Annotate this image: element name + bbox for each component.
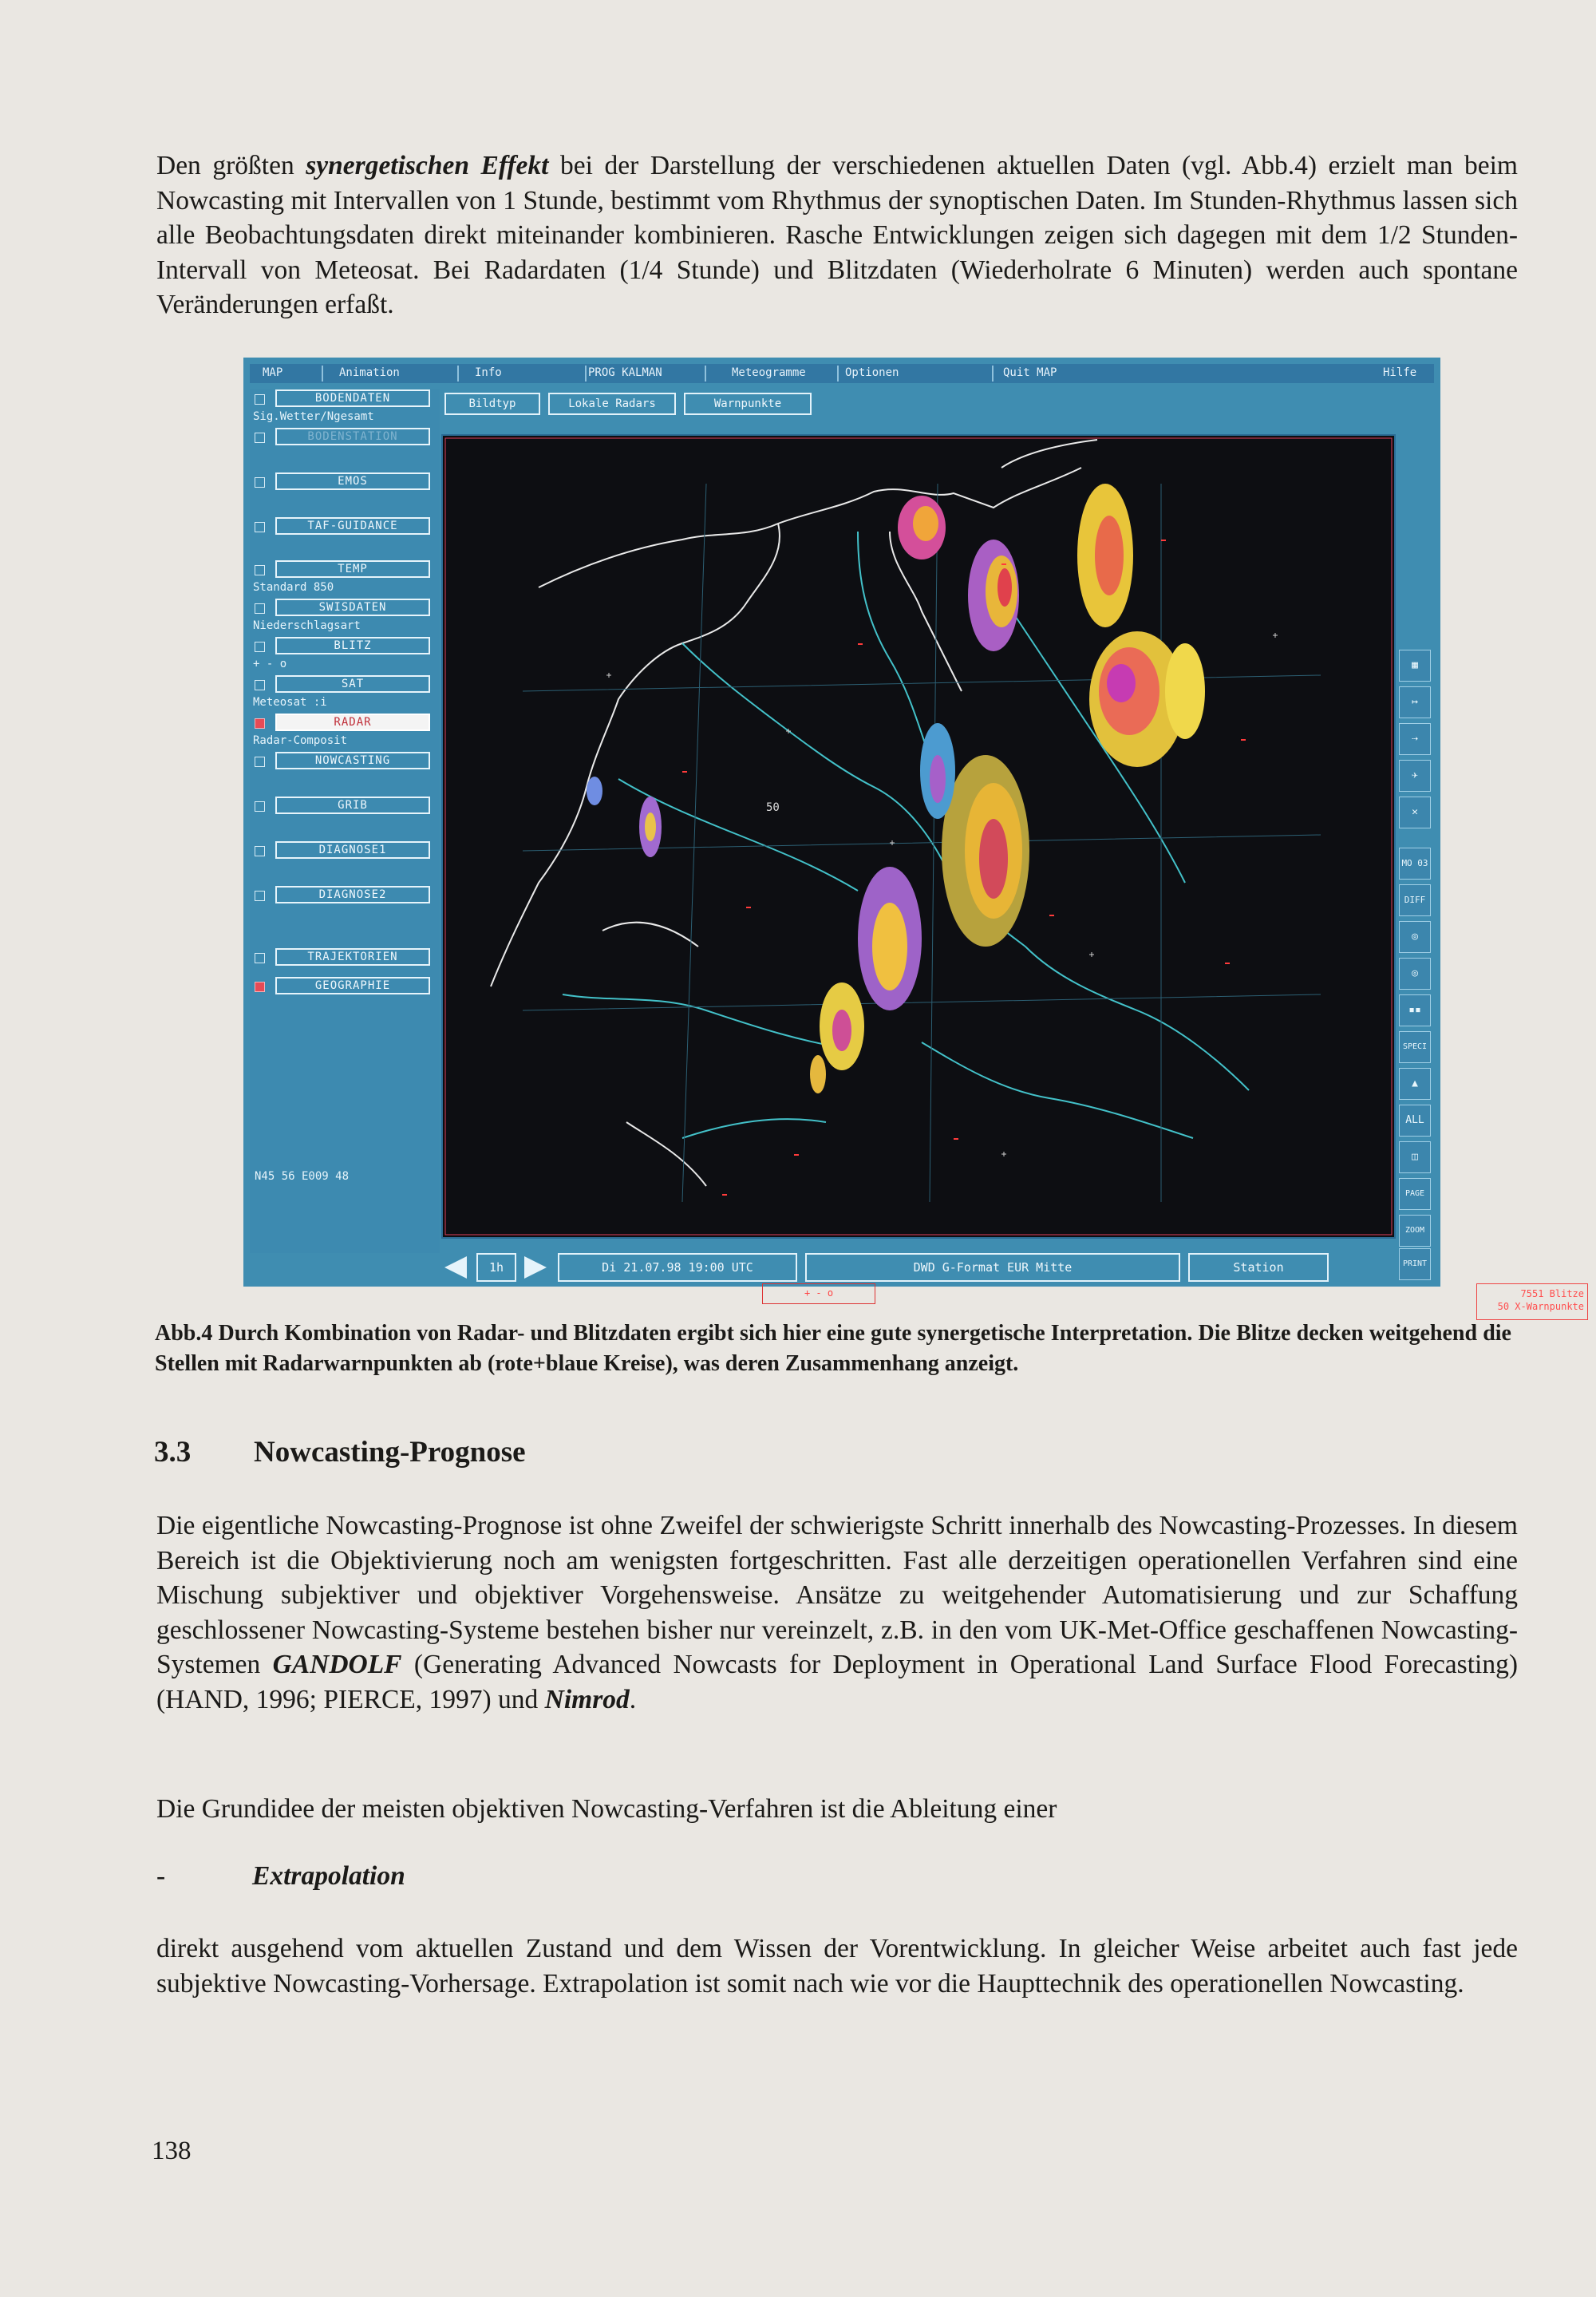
layer-button[interactable]: TEMP [275,560,430,578]
checkbox[interactable] [255,394,265,405]
sublabel-radar-composit: Radar-Composit [253,734,348,747]
legend-lightning-count: 7551 Blitze [1520,1288,1584,1299]
list-item-extrapolation: Extrapolation [252,1861,405,1891]
layer-button[interactable]: DIAGNOSE2 [275,886,430,903]
layer-button[interactable]: BLITZ [275,637,430,654]
emphasis-gandolf: GANDOLF [272,1650,402,1679]
figure-caption: Abb.4 Durch Kombination von Radar- und Blitzdaten ergibt sich hier eine gute synergetische Interpretation. Die Blitze decken weitgehend die Stellen mit Radarwarnpunkten ab (rote+blaue Kreise), was deren Zusammenhang anzeigt. [155,1321,1511,1376]
layer-nowcasting[interactable] [253,752,440,773]
tab-lokale-radars[interactable]: Lokale Radars [548,393,676,415]
menu-hilfe[interactable]: Hilfe [1383,366,1417,379]
sublabel-meteosat: Meteosat :i [253,696,327,709]
radar-map-graphic [443,436,1394,1237]
checkbox[interactable] [255,680,265,690]
layer-diagnose1[interactable] [253,841,440,862]
layer-blitz[interactable] [253,637,440,658]
station-button[interactable]: Station [1188,1253,1329,1282]
checkbox[interactable] [255,603,265,614]
menu-prog-kalman[interactable]: PROG KALMAN [588,366,662,379]
layer-button[interactable]: TRAJEKTORIEN [275,948,430,966]
step-interval[interactable]: 1h [476,1253,516,1282]
checkbox[interactable] [255,522,265,532]
layer-radar[interactable] [253,714,440,734]
tool-move-icon[interactable]: ↦ [1399,686,1431,718]
figure-map-screenshot [243,358,1584,1312]
layer-bodendaten[interactable] [253,389,440,410]
tool-page-button[interactable]: PAGE [1399,1178,1431,1210]
p2-text-b: (Generating Advanced Nowcasts for Deployment in Operational Land Surface Flood Forecasting) (HAND, 1996; PIERCE, 1997) und [156,1650,1518,1714]
section-title: Nowcasting-Prognose [254,1436,526,1469]
data-format-display: DWD G-Format EUR Mitte [805,1253,1180,1282]
layer-grib[interactable] [253,797,440,817]
tool-mo03-button[interactable]: MO 03 [1399,848,1431,880]
sublabel-plusminus: + - o [253,658,287,670]
layer-sat[interactable] [253,675,440,696]
layer-swisdaten[interactable] [253,599,440,619]
checkbox[interactable] [255,846,265,856]
checkbox-checked[interactable] [255,982,265,992]
sublabel-niederschlag: Niederschlagsart [253,619,361,632]
menu-info[interactable]: Info [475,366,502,379]
tool-chart-icon[interactable]: ▲ [1399,1068,1431,1100]
tool-target-icon[interactable]: ◎ [1399,921,1431,953]
tool-marker-icon[interactable]: ▪▪ [1399,994,1431,1026]
layer-panel [250,389,440,1253]
menu-separator [457,366,459,382]
menu-meteogramme[interactable]: Meteogramme [732,366,806,379]
layer-button[interactable]: SWISDATEN [275,599,430,616]
tool-window-icon[interactable]: ◫ [1399,1141,1431,1173]
checkbox[interactable] [255,891,265,901]
view-tabbar [444,393,1391,417]
sublabel-standard: Standard 850 [253,581,334,594]
menu-separator [992,366,994,382]
tool-speci-button[interactable]: SPECI [1399,1031,1431,1063]
checkbox[interactable] [255,953,265,963]
map-label-latitude: 50 [766,801,780,814]
layer-button[interactable]: SAT [275,675,430,693]
map-scale-indicator: + - o [762,1283,875,1304]
section-number: 3.3 [154,1436,192,1469]
menu-optionen[interactable]: Optionen [845,366,899,379]
tool-aircraft-icon[interactable]: ✈ [1399,760,1431,792]
p2-text-c: . [629,1684,637,1714]
tool-radar-icon[interactable]: ◎ [1399,958,1431,990]
menu-separator [705,366,706,382]
tool-column [1397,650,1434,1280]
layer-geographie[interactable] [253,977,440,998]
menu-separator [322,366,323,382]
layer-button[interactable]: EMOS [275,472,430,490]
p1-prefix: Den größten [156,151,306,180]
layer-button[interactable]: NOWCASTING [275,752,430,769]
checkbox[interactable] [255,801,265,812]
legend-warnpoints: 50 X-Warnpunkte [1497,1301,1584,1312]
checkbox[interactable] [255,477,265,488]
layer-button[interactable]: GEOGRAPHIE [275,977,430,994]
intro-paragraph [156,148,1518,322]
layer-bodenstation[interactable] [253,428,440,449]
emphasis-synergetic-effect: synergetischen Effekt [306,151,549,180]
p1-rest: bei der Darstellung der verschiedenen aktuellen Daten (vgl. Abb.4) erzielt man beim Nowcasting mit Intervallen von 1 Stunde, bestimmt vom Rhythmus der synoptischen Daten. Im Stunden-Rhythmus lassen sich alle Beobachtungsdaten direkt miteinander kombinieren. Rasche Entwicklungen zeigen sich dagegen mit dem 1/2 Stunden-Intervall von Meteosat. Bei Radardaten (1/4 Stunde) und Blitzdaten (Wiederholrate 6 Minuten) werden auch spontane Veränderungen erfaßt. [156,151,1518,319]
radar-echo-west [587,777,662,857]
layer-trajektorien[interactable] [253,948,440,969]
menu-animation[interactable]: Animation [339,366,400,379]
map-legend [1476,1283,1588,1320]
grundidee-paragraph: Die Grundidee der meisten objektiven Nowcasting-Verfahren ist die Ableitung einer [156,1794,1057,1824]
tool-trend-icon[interactable]: ⇢ [1399,723,1431,755]
tool-diff-button[interactable]: DIFF [1399,884,1431,916]
extrapolation-paragraph: direkt ausgehend vom aktuellen Zustand und dem Wissen der Vorentwicklung. In gleicher Weise arbeitet auch fast jede subjektive Nowcasting-Vorhersage. Extrapolation ist somit nach wie vor die Haupttechnik des operationellen Nowcasting. [156,1934,1518,1999]
layer-emos[interactable] [253,472,440,493]
animation-bar [441,1251,1396,1283]
radar-echo-central [810,723,1029,1093]
tab-warnpunkte[interactable]: Warnpunkte [684,393,812,415]
menu-map[interactable]: MAP [263,366,283,379]
tool-print-button[interactable]: PRINT [1399,1248,1431,1280]
layer-temp[interactable] [253,560,440,581]
layer-button[interactable]: DIAGNOSE1 [275,841,430,859]
checkbox[interactable] [255,757,265,767]
country-borders [563,532,1249,1138]
checkbox-checked[interactable] [255,718,265,729]
step-back-icon[interactable] [441,1255,470,1280]
step-forward-icon[interactable] [521,1255,550,1280]
tool-all-button[interactable]: ALL [1399,1105,1431,1137]
list-dash: - [156,1861,166,1891]
checkbox[interactable] [255,433,265,443]
menu-separator [585,366,587,382]
menu-separator [837,366,839,382]
layer-button[interactable]: BODENDATEN [275,389,430,407]
sublabel-sig-wetter: Sig.Wetter/Ngesamt [253,410,374,423]
checkbox[interactable] [255,565,265,575]
menu-quit-map[interactable]: Quit MAP [1003,366,1057,379]
radar-echo-north [898,484,1205,767]
checkbox[interactable] [255,642,265,652]
datetime-display: Di 21.07.98 19:00 UTC [558,1253,797,1282]
layer-button[interactable]: RADAR [275,714,430,731]
tool-grid-icon[interactable]: ▦ [1399,650,1431,682]
emphasis-nimrod: Nimrod [544,1684,630,1714]
p2-text-a: Die eigentliche Nowcasting-Prognose ist ohne Zweifel der schwierigste Schritt innerhalb des Nowcasting-Prozesses. In diesem Bereich ist die Objektivierung noch am wenigsten fortgeschritten. Fast alle derzeitigen operationellen Verfahren sind eine Mischung subjektiver und objektiver Vorgehensweise. Ansätze zu weitgehender Automatisierung und zur Schaffung geschlossener Nowcasting-Systeme bestehen bisher nur vereinzelt, z.B. in den vom UK-Met-Office geschaffenen Nowcasting-Systemen [156,1511,1518,1679]
cursor-coordinates: N45 56 E009 48 [255,1170,350,1183]
layer-diagnose2[interactable] [253,886,440,907]
layer-button[interactable]: BODENSTATION [275,428,430,445]
layer-button[interactable]: GRIB [275,797,430,814]
layer-button[interactable]: TAF-GUIDANCE [275,517,430,535]
tool-zoom-button[interactable]: ZOOM [1399,1215,1431,1247]
tool-cross-icon[interactable]: ✕ [1399,797,1431,828]
tab-bildtyp[interactable]: Bildtyp [444,393,540,415]
map-menubar [250,364,1434,383]
section-paragraph [156,1508,1518,1717]
page-number: 138 [152,2137,192,2165]
layer-taf-guidance[interactable] [253,517,440,538]
